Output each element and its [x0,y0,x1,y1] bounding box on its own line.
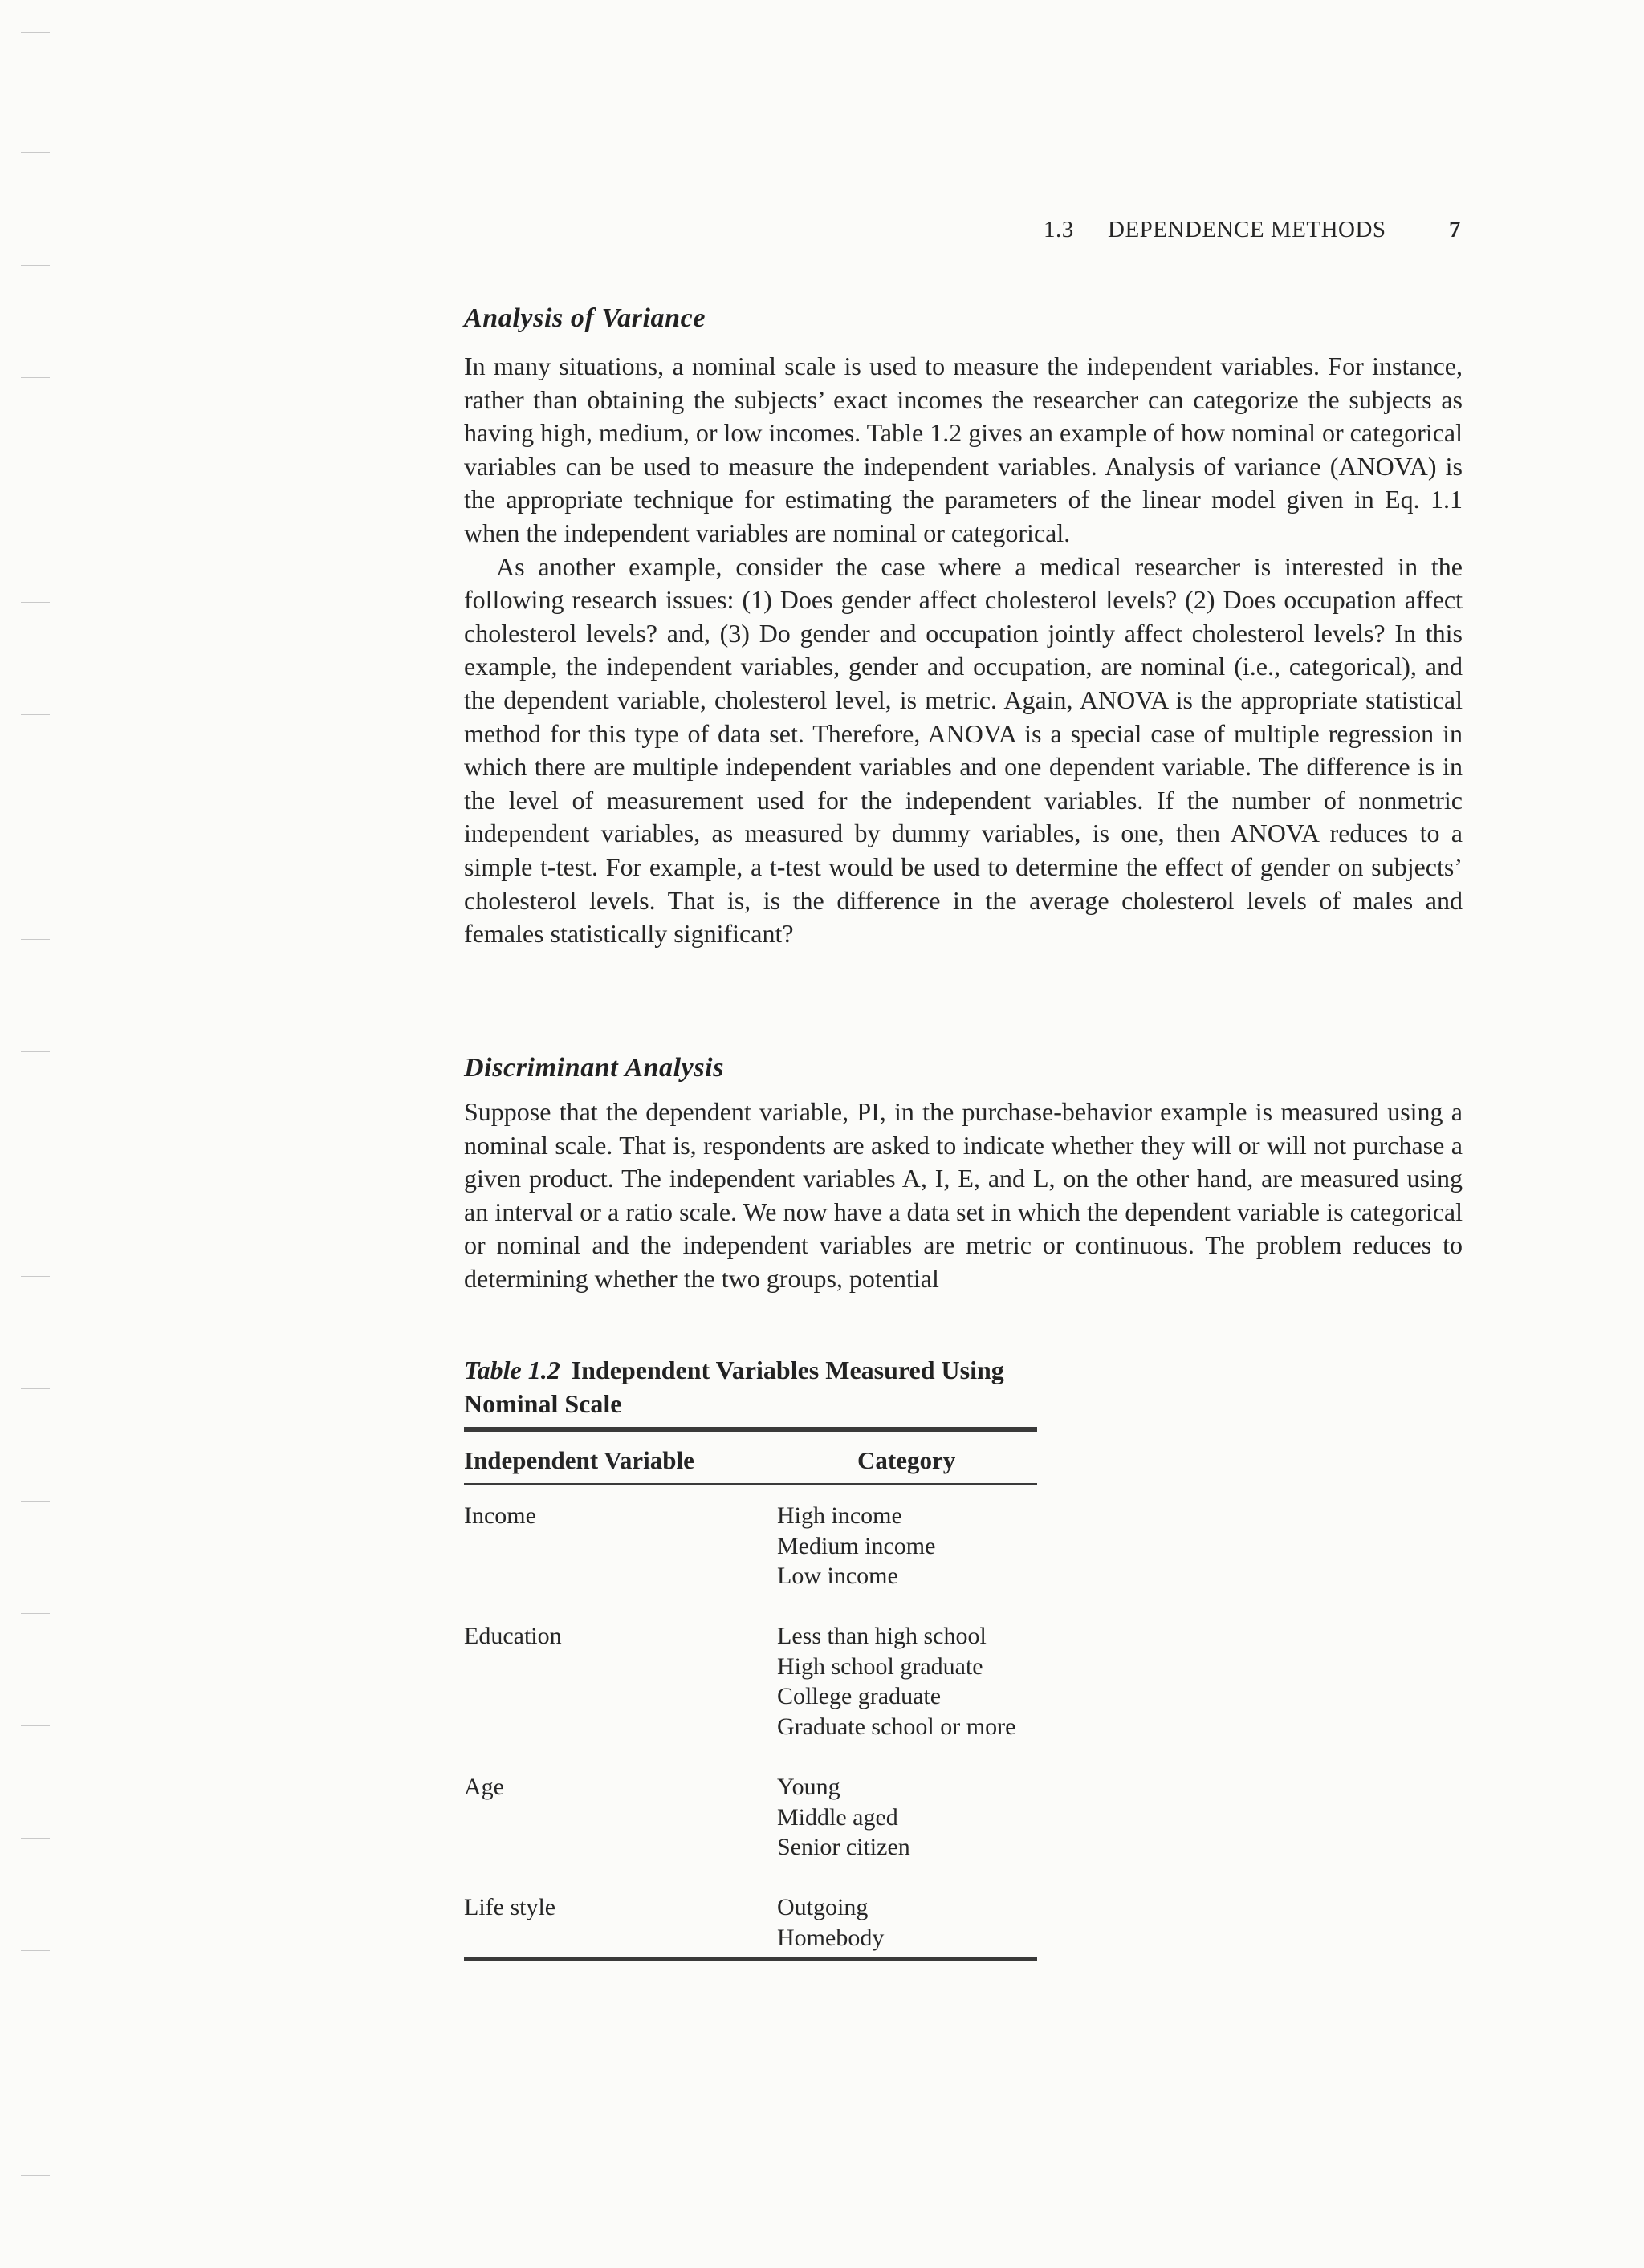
header-category: Category [857,1446,956,1474]
row-variable: Life style [464,1894,556,1920]
anova-paragraph-2: As another example, consider the case where a medical researcher is interested in the following research issues: (1) Does gender affect cholesterol levels? (2) Does occupation affect cholesterol levels? and, (3) Do gender and occupation jointly affect cholesterol levels? In this example, the independent variables, gender and occupation, are nominal (i.e., categorical), and the dependent variable, cholesterol level, is metric. Again, ANOVA is the appropriate statistical method for this type of data set. Therefore, ANOVA is a special case of multiple regression in which there are multiple independent variables and one dependent variable. The difference is in the level of measurement used for the independent variables. If the number of nonmetric independent variables, as measured by dummy variables, is one, then ANOVA reduces to a simple t-test. For example, a t-test would be used to determine the effect of gender on subjects’ cholesterol levels. That is, is the difference in the average cholesterol levels of males and females statistically significant? [464,551,1463,949]
category-item: Middle aged [777,1803,898,1831]
anova-paragraph-1: In many situations, a nominal scale is used to measure the independent variables. For instance, rather than obtaining the subjects’ exact incomes the researcher can categorize the subjects as having high, medium, or low incomes. Table 1.2 gives an example of how nominal or categorical variables can be used to measure the independent variables. Analysis of variance (ANOVA) is the appropriate technique for estimating the parameters of the linear model given in Eq. 1.1 when the independent variables are nominal or categorical. [464,352,1463,547]
table [464,1427,1037,1950]
category-item: College graduate [777,1683,942,1710]
category-item: Less than high school [777,1623,987,1649]
row-categories [777,1621,1015,1742]
table-header [464,1432,1037,1483]
row-variable: Income [464,1502,536,1529]
table-caption [464,1353,1042,1421]
discriminant-section [464,1095,1463,1296]
header-independent-variable: Independent Variable [464,1446,694,1474]
discriminant-heading: Discriminant Analysis [464,1053,725,1083]
category-item: High income [777,1502,902,1529]
discriminant-paragraph-1: Suppose that the dependent variable, PI, in the purchase-behavior example is measured using a nominal scale. That is, respondents are asked to indicate whether they will or will not purchase a given product. The independent variables A, I, E, and L, on the other hand, are measured using an interval or a ratio scale. We now have a data set in which the dependent variable is categorical or nominal and the independent variables are metric or continuous. The problem reduces to determining whether the two groups, potential [464,1097,1463,1293]
category-item: Homebody [777,1924,885,1951]
table-body [464,1485,1037,1950]
section-title: DEPENDENCE METHODS [1108,217,1386,242]
category-item: Low income [777,1563,898,1590]
page-number: 7 [1449,217,1461,242]
category-item: Senior citizen [777,1834,910,1861]
table-label: Table 1.2 [464,1356,560,1384]
category-item: Young [777,1774,840,1800]
table-title: Independent Variables Measured Using Nominal Scale [464,1356,1004,1418]
section-number: 1.3 [1044,217,1074,242]
running-head [1044,217,1461,249]
category-item: Medium income [777,1532,936,1559]
row-categories [777,1892,884,1953]
anova-heading: Analysis of Variance [464,303,706,333]
anova-section [464,350,1463,951]
binding-edge [0,0,48,2268]
category-item: High school graduate [777,1652,983,1680]
category-item: Outgoing [777,1894,869,1920]
row-categories [777,1772,910,1863]
table-bottom-rule [464,1957,1037,1961]
row-categories [777,1501,935,1591]
category-item: Graduate school or more [777,1713,1016,1740]
row-variable: Age [464,1774,504,1800]
row-variable: Education [464,1623,562,1649]
